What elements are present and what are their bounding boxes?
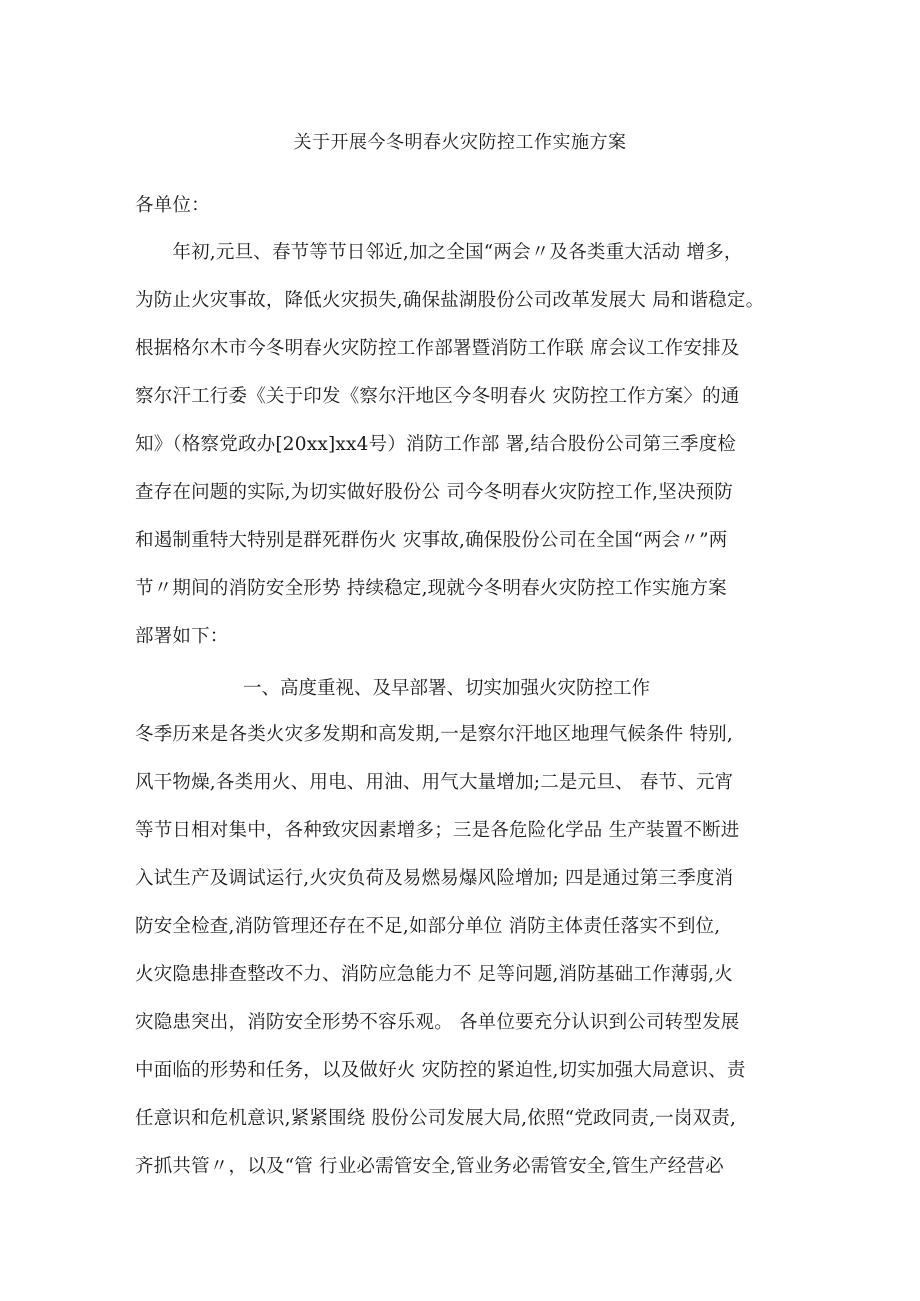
paragraph-line: 和遏制重特大特别是群死群伤火 灾事故,确保股份公司在全国“两会〃”两: [135, 530, 728, 551]
paragraph-line: 防安全检查,消防管理还存在不足,如部分单位 消防主体责任落实不到位,: [135, 916, 721, 937]
paragraph-line: 风干物燥,各类用火、用电、用油、用气大量增加;二是元旦、 春节、元宵: [135, 772, 734, 793]
paragraph-line: 火灾隐患排查整改不力、消防应急能力不 足等问题,消防基础工作薄弱,火: [135, 964, 733, 985]
paragraph-line: 根据格尔木市今冬明春火灾防控工作部署暨消防工作联 席会议工作安排及: [135, 338, 740, 359]
paragraph-line: 任意识和危机意识,紧紧围绕 股份公司发展大局,依照“党政同责,一岗双责,: [135, 1108, 737, 1129]
paragraph-line: 部署如下：: [135, 626, 229, 647]
paragraph-line: 入试生产及调试运行,火灾负荷及易燃易爆风险增加; 四是通过第三季度消: [135, 868, 734, 889]
paragraph-line: 齐抓共管〃，以及“管 行业必需管安全,管业务必需管安全,管生产经营必: [135, 1156, 724, 1177]
paragraph-line: 冬季历来是各类火灾多发期和高发期,一是察尔汗地区地理气候条件 特别,: [135, 724, 733, 745]
paragraph-line: 为防止火灾事故，降低火灾损失,确保盐湖股份公司改革发展大 局和谐稳定。: [135, 290, 765, 311]
paragraph-line: 节〃期间的消防安全形势 持续稳定,现就今冬明春火灾防控工作实施方案: [135, 578, 727, 599]
section-heading: 一、高度重视、及早部署、切实加强火灾防控工作: [243, 678, 651, 699]
paragraph-line: 中面临的形势和任务，以及做好火 灾防控的紧迫性,切实加强大局意识、责: [135, 1060, 746, 1081]
paragraph-line: 察尔汗工行委《关于印发《察尔汗地区今冬明春火 灾防控工作方案〉的通: [135, 386, 740, 407]
document-title: 关于开展今冬明春火灾防控工作实施方案: [293, 132, 627, 153]
paragraph-line: 查存在问题的实际,为切实做好股份公 司今冬明春火灾防控工作,坚决预防: [135, 482, 733, 503]
paragraph-line: 年初,元旦、春节等节日邻近,加之全国“两会〃及各类重大活动 增多，: [135, 242, 743, 263]
salutation: 各单位：: [135, 195, 210, 216]
paragraph-line: 灾隐患突出，消防安全形势不容乐观。 各单位要充分认识到公司转型发展: [135, 1012, 740, 1033]
paragraph-line: 等节日相对集中，各种致灾因素增多；三是各危险化学品 生产装置不断进: [135, 820, 740, 841]
paragraph-line: 知》（格察党政办[20xx]xx4号）消防工作部 署,结合股份公司第三季度检: [135, 434, 737, 455]
